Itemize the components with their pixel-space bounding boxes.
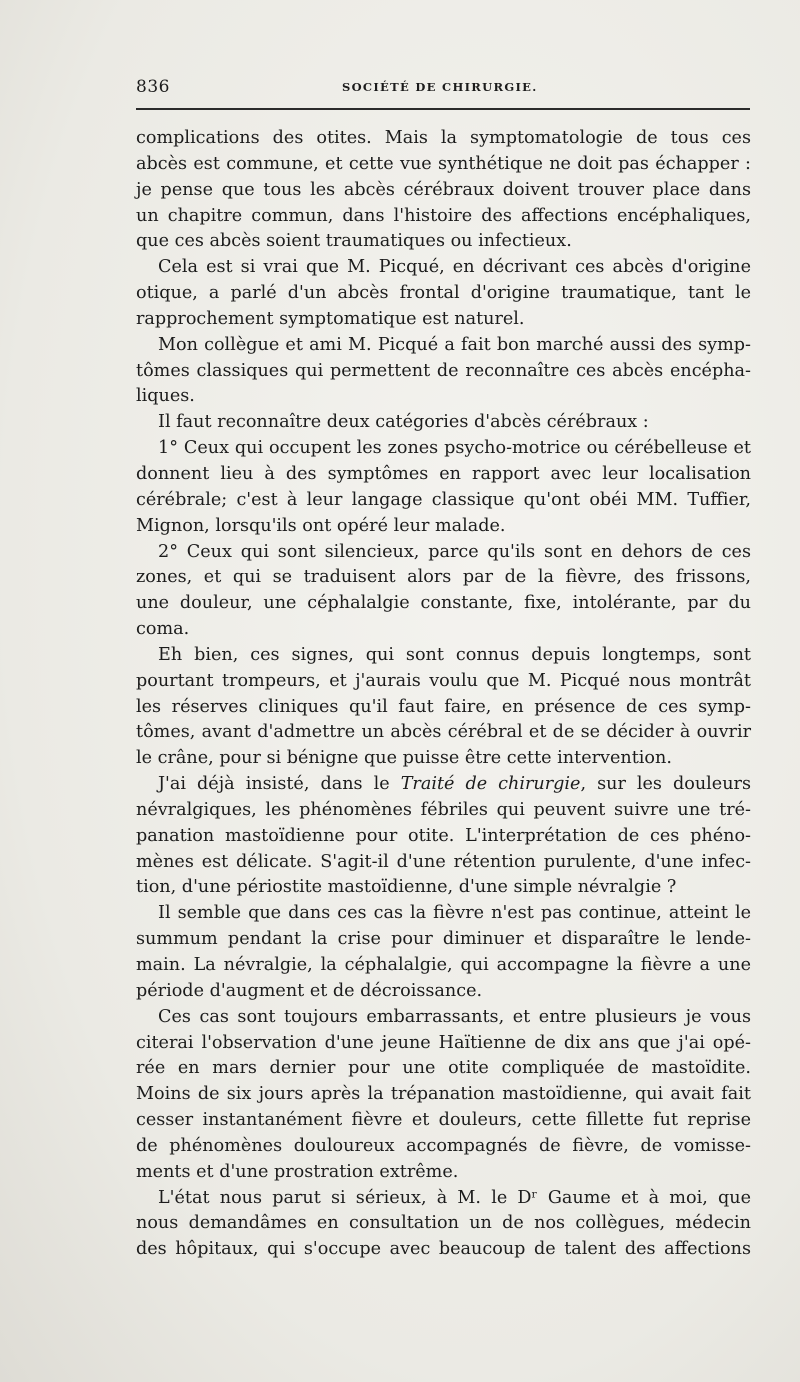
text-line: Ces cas sont toujours embarrassants, et entre plusieurs je vous [158,1006,751,1027]
text-line: donnent lieu à des symptômes en rapport avec leur localisation [136,463,751,484]
text-line: rée en mars dernier pour une otite compliquée de mastoïdite. [136,1058,751,1079]
text-line: névralgiques, les phénomènes fébriles qui peuvent suivre une tré- [136,799,751,820]
text-line: main. La névralgie, la céphalalgie, qui accompagne la fièvre a une [136,955,751,975]
text-line: 2° Ceux qui sont silencieux, parce qu'ils sont en dehors de ces [158,541,751,562]
text-line: un chapitre commun, dans l'histoire des affections encéphaliques, [136,205,751,226]
body-text [136,126,751,1263]
text-line: cérébrale; c'est à leur langage classique qu'ont obéi MM. Tuffier, [136,489,751,510]
text-line: que ces abcès soient traumatiques ou infectieux. [136,231,572,252]
text-line: ments et d'une prostration extrême. [136,1161,459,1182]
text-line: je pense que tous les abcès cérébraux doivent trouver place dans [136,179,751,200]
page-number: 836 [136,77,170,97]
text-line: de phénomènes douloureux accompagnés de fièvre, de vomisse- [136,1135,751,1156]
text-line: otique, a parlé d'un abcès frontal d'origine traumatique, tant le [136,283,751,304]
text-line: Moins de six jours après la trépanation mastoïdienne, qui avait fait [136,1084,751,1105]
italic-title: Traité de chirurgie [400,774,581,795]
text-line: pourtant trompeurs, et j'aurais voulu que M. Picqué nous montrât [136,670,751,691]
line-tail: , sur les douleurs [580,774,751,795]
running-title: SOCIÉTÉ DE CHIRURGIE. [342,80,538,94]
text-line: une douleur, une céphalalgie constante, fixe, intolérante, par du [136,593,751,614]
text-line: zones, et qui se traduisent alors par de la fièvre, des frissons, [136,567,751,588]
text-line: L'état nous parut si sérieux, à M. le Dʳ Gaume et à moi, que [158,1187,751,1208]
text-line: panation mastoïdienne pour otite. L'interprétation de ces phéno- [136,825,751,846]
text-line: Il faut reconnaître deux catégories d'abcès cérébraux : [158,412,649,433]
text-line: tômes, avant d'admettre un abcès cérébral et de se décider à ouvrir [136,722,751,743]
text-line: tômes classiques qui permettent de reconnaître ces abcès encépha- [136,360,751,381]
text-line: Mignon, lorsqu'ils ont opéré leur malade. [136,515,506,536]
text-line-with-italic [136,772,751,798]
text-line: Il semble que dans ces cas la fièvre n'est pas continue, atteint le [158,903,751,924]
text-line: le crâne, pour si bénigne que puisse être cette intervention. [136,748,672,769]
text-line: 1° Ceux qui occupent les zones psycho-motrice ou cérébelleuse et [158,438,751,459]
text-line: summum pendant la crise pour diminuer et disparaître le lende- [136,929,751,950]
text-line: Mon collègue et ami M. Picqué a fait bon marché aussi des symp- [158,334,751,355]
text-line: cesser instantanément fièvre et douleurs, cette fillette fut reprise [136,1110,751,1131]
text-line: rapprochement symptomatique est naturel. [136,308,525,329]
text-line: abcès est commune, et cette vue synthétique ne doit pas échapper : [136,153,751,174]
text-line: coma. [136,619,190,640]
text-line: liques. [136,386,195,407]
text-line: complications des otites. Mais la symptomatologie de tous ces [136,128,751,148]
text-line: des hôpitaux, qui s'occupe avec beaucoup de talent des affections [136,1239,751,1260]
text-line: mènes est délicate. S'agit-il d'une rétention purulente, d'une infec- [136,851,751,872]
text-line: période d'augment et de décroissance. [136,980,483,1001]
text-line: tion, d'une périostite mastoïdienne, d'une simple névralgie ? [136,877,677,898]
text-line: citerai l'observation d'une jeune Haïtienne de dix ans que j'ai opé- [136,1032,751,1053]
header-rule [136,108,750,110]
page-header [136,77,748,101]
line-head: J'ai déjà insisté, dans le [158,774,401,795]
text-line: nous demandâmes en consultation un de nos collègues, médecin [136,1213,751,1234]
text-line: les réserves cliniques qu'il faut faire, en présence de ces symp- [136,696,751,717]
text-line: Cela est si vrai que M. Picqué, en décrivant ces abcès d'origine [158,257,751,278]
text-line: Eh bien, ces signes, qui sont connus depuis longtemps, sont [158,644,751,665]
